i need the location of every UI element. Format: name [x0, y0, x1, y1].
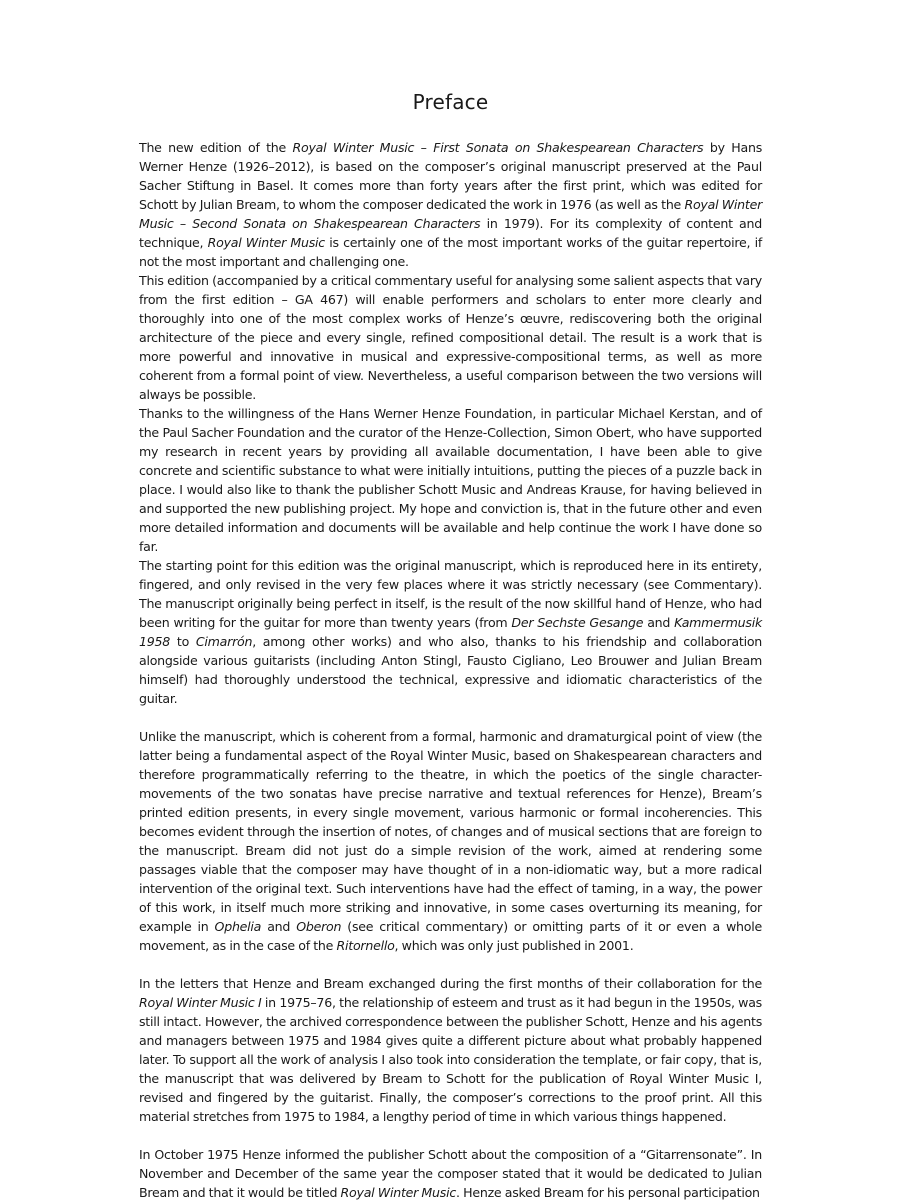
text-run: , among other works) and who also, thanks to his friendship and collaboration alongside various guitarists (including Anton Stingl, Fausto Cigliano, Leo Brouwer and Julian Bream himself) had thoroughly understood the technical, expressive and idiomatic characteristics of the guitar. — [139, 634, 763, 706]
text-run: In the letters that Henze and Bream exchanged during the first months of their collaboration for the — [139, 976, 762, 991]
paragraph-7 — [139, 1145, 762, 1202]
italic-title: Oberon — [296, 919, 342, 934]
italic-title: Cimarrón — [195, 634, 253, 649]
italic-title: Royal Winter Music — [340, 1185, 457, 1200]
italic-title: Ritornello — [336, 938, 395, 953]
paragraph-6 — [139, 974, 762, 1126]
text-run: and — [261, 919, 297, 934]
text-run: The new edition of the — [139, 140, 293, 155]
text-run: in 1979). For its complexity of content and technique, — [139, 216, 762, 250]
paragraph-2 — [139, 271, 762, 404]
paragraph-3 — [139, 404, 762, 556]
italic-title: Kammermusik 1958 — [139, 615, 762, 649]
paragraph-5 — [139, 727, 762, 955]
page-title: Preface — [412, 90, 489, 114]
text-run: to — [170, 634, 196, 649]
italic-title: Royal Winter Music – First Sonata on Shakespearean Characters — [292, 140, 704, 155]
text-run: Thanks to the willingness of the Hans Werner Henze Foundation, in particular Michael Kerstan, and of the Paul Sacher Foundation and the curator of the Henze-Collection, Simon Obert, who have supported my research in recent years by providing all available documentation, I have been able to give concrete and scientific substance to what were initially intuitions, putting the pieces of a puzzle back in place. I would also like to thank the publisher Schott Music and Andreas Krause, for having believed in and supported the new publishing project. My hope and conviction is, that in the future other and even more detailed information and documents will be available and help continue the work I have done so far. — [139, 406, 762, 554]
text-run: This edition (accompanied by a critical commentary useful for analysing some salient aspects that vary from the first edition – GA 467) will enable performers and scholars to enter more clearly and thoroughly into one of the most complex works of Henze’s œuvre, rediscovering both the original architecture of the piece and every single, refined compositional detail. The result is a work that is more powerful and innovative in musical and expressive-compositional terms, as well as more coherent from a formal point of view. Nevertheless, a useful comparison between the two versions will always be possible. — [139, 273, 762, 402]
document-page — [139, 0, 762, 1202]
preface-body — [139, 138, 762, 1202]
paragraph-1 — [139, 138, 762, 271]
text-run: Unlike the manuscript, which is coherent from a formal, harmonic and dramaturgical point of view (the latter being a fundamental aspect of the Royal Winter Music, based on Shakespearean characters and therefore programmatically referring to the theatre, in which the poetics of the single character-movements of the two sonatas have precise narrative and textual references for Henze), Bream’s printed edition presents, in every single movement, various harmonic or formal incoherencies. This becomes evident through the insertion of notes, of changes and of musical sections that are foreign to the manuscript. Bream did not just do a simple revision of the work, aimed at rendering some passages viable that the composer may have thought of in a non-idiomatic way, but a more radical intervention of the original text. Such interventions have had the effect of taming, in a way, the power of this work, in itself much more striking and innovative, in some cases overturning its meaning, for example in — [139, 729, 762, 934]
italic-title: Ophelia — [214, 919, 262, 934]
text-run: by Hans Werner Henze (1926–2012), is based on the composer’s original manuscript preserved at the Paul Sacher Stiftung in Basel. It comes more than forty years after the first print, which was edited for Schott by Julian Bream, to whom the composer dedicated the work in 1976 (as well as the — [139, 140, 763, 212]
text-run: The starting point for this edition was the original manuscript, which is reproduced here in its entirety, fingered, and only revised in the very few places where it was strictly necessary (see Commentary). The manuscript originally being perfect in itself, is the result of the now skillful hand of Henze, who had been writing for the guitar for more than twenty years (from — [139, 558, 762, 630]
text-run: (see critical commentary) or omitting parts of it or even a whole movement, as in the case of the — [139, 919, 762, 953]
paragraph-4 — [139, 556, 762, 708]
text-run: In October 1975 Henze informed the publisher Schott about the composition of a “Gitarrensonate”. In November and December of the same year the composer stated that it would be dedicated to Julian Bream and that it would be titled — [139, 1147, 762, 1200]
italic-title: Royal Winter Music — [207, 235, 325, 250]
text-run: in 1975–76, the relationship of esteem and trust as it had begun in the 1950s, was still intact. However, the archived correspondence between the publisher Schott, Henze and his agents and managers between 1975 and 1984 gives quite a different picture about what probably happened later. To support all the work of analysis I also took into consideration the template, or fair copy, that is, the manuscript that was delivered by Bream to Schott for the publication of Royal Winter Music I, revised and fingered by the guitarist. Finally, the composer’s corrections to the proof print. All this material stretches from 1975 to 1984, a lengthy period of time in which various things happened. — [139, 995, 762, 1124]
text-run: is certainly one of the most important works of the guitar repertoire, if not the most important and challenging one. — [139, 235, 763, 269]
text-run: . Henze asked Bream for his personal participation — [456, 1185, 760, 1200]
text-run: , which was only just published in 2001. — [394, 938, 634, 953]
italic-title: Royal Winter Music I — [139, 995, 262, 1010]
italic-title: Der Sechste Gesange — [511, 615, 644, 630]
italic-title: Royal Winter Music – Second Sonata on Shakespearean Characters — [139, 197, 762, 231]
text-run: and — [643, 615, 675, 630]
